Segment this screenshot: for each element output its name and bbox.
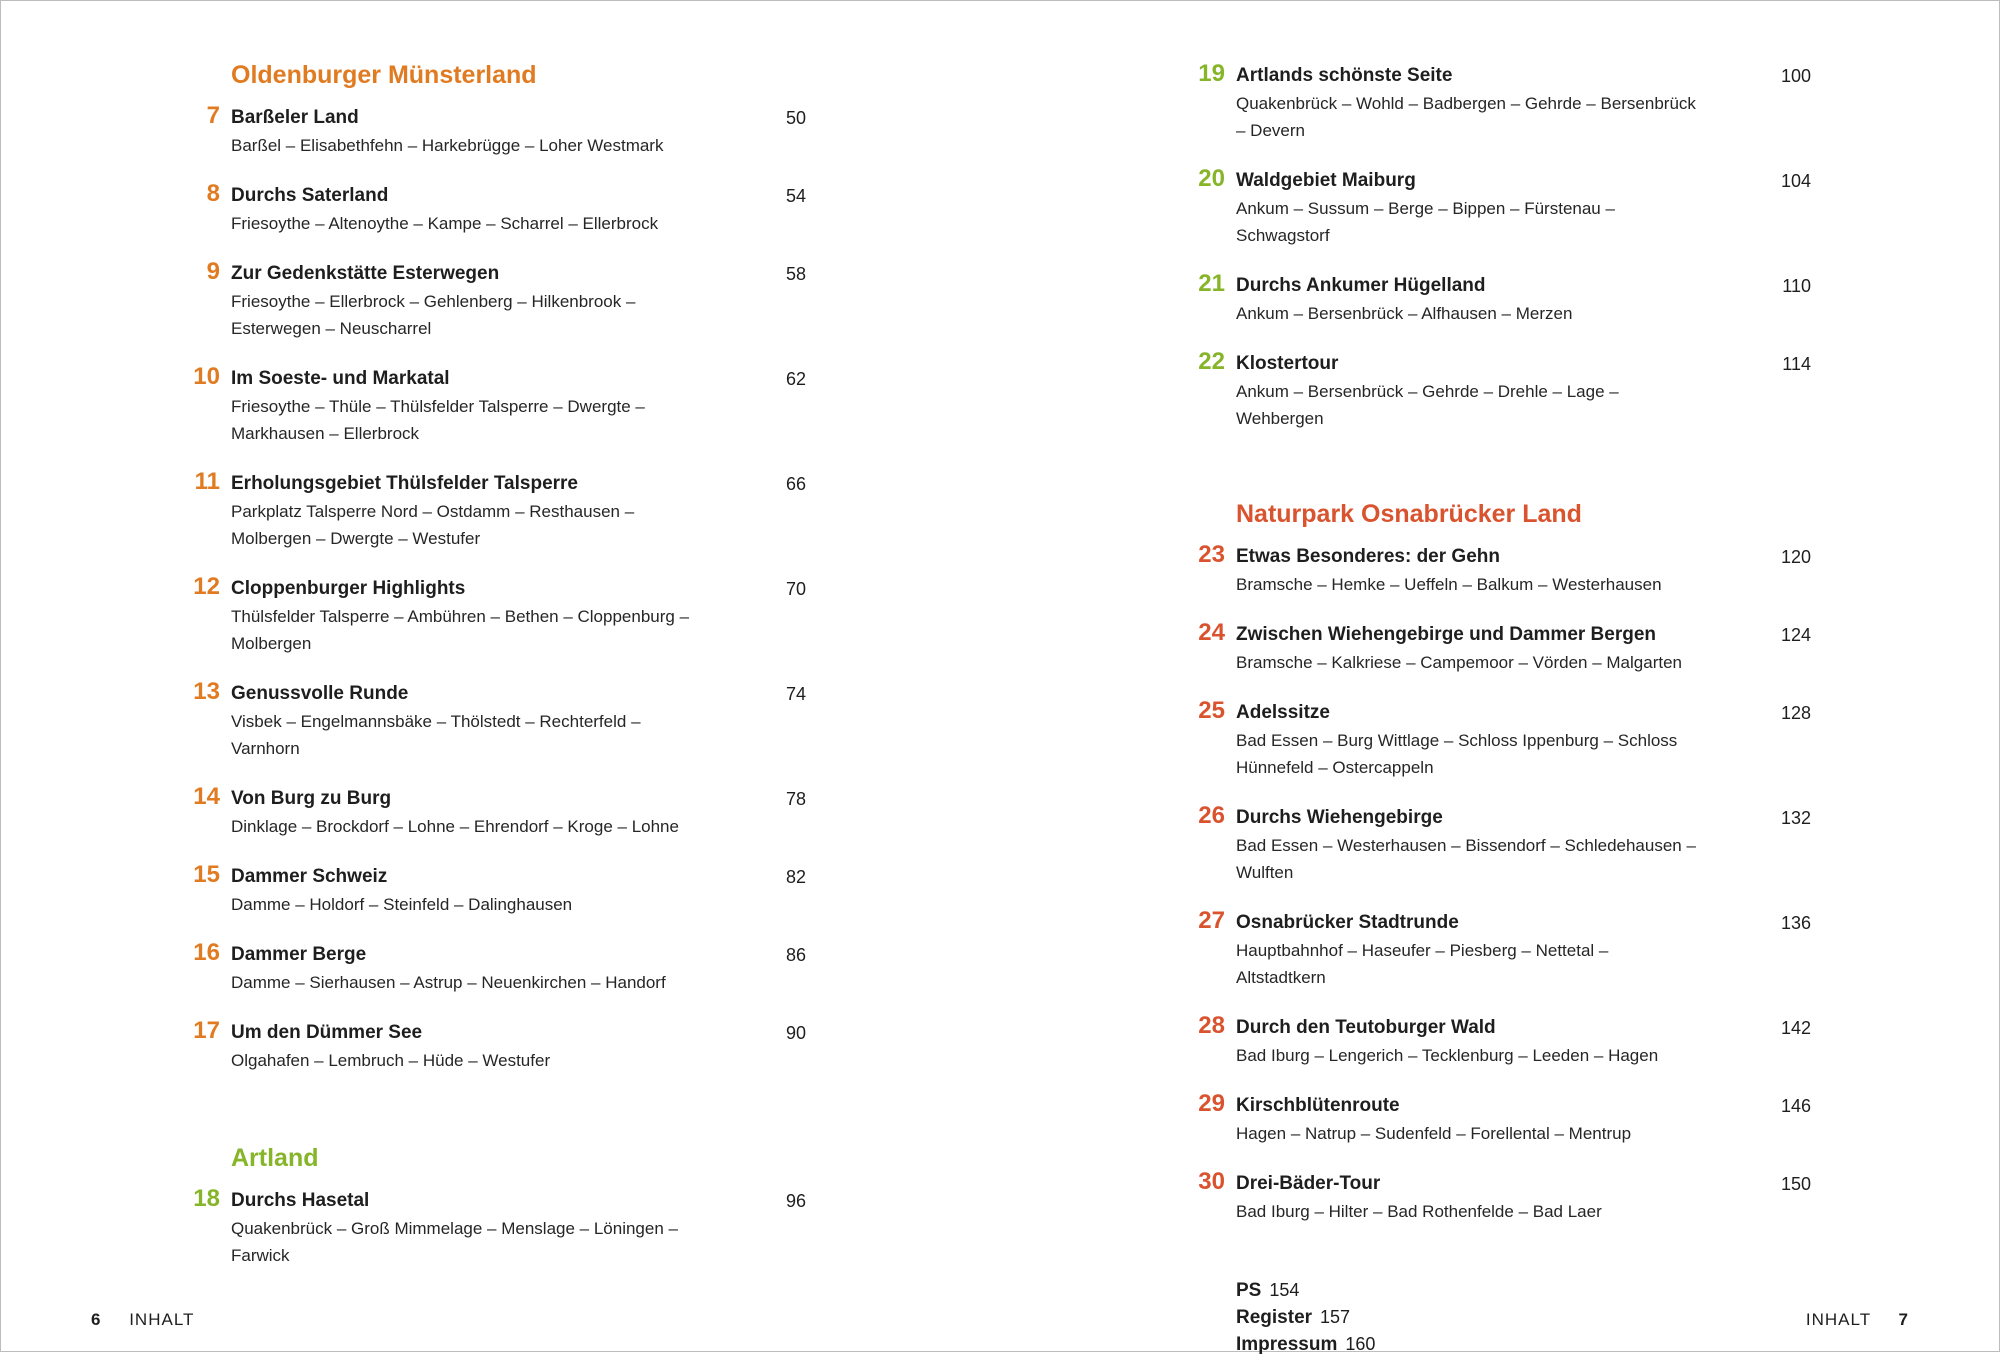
entry-title: Etwas Besonderes: der Gehn (1236, 546, 1500, 567)
entry-title: Adelssitze (1236, 702, 1330, 723)
entries-naturpark (1191, 543, 1811, 1225)
entry-title: Von Burg zu Burg (231, 788, 392, 809)
entry-number: 26 (1198, 802, 1225, 829)
toc-entry (1191, 543, 1811, 598)
entry-number: 16 (193, 939, 220, 966)
entry-number: 27 (1198, 907, 1225, 934)
entry-number: 18 (193, 1185, 220, 1212)
entry-title: Klostertour (1236, 353, 1339, 374)
entries-artland (186, 1187, 806, 1269)
entry-title: Drei-Bäder-Tour (1236, 1173, 1381, 1194)
toc-entry (186, 941, 806, 996)
toc-entry (1191, 62, 1811, 144)
entry-title: Durchs Saterland (231, 185, 389, 206)
entry-page-number: 96 (785, 1191, 806, 1211)
entry-number: 11 (194, 468, 220, 495)
toc-entry (1191, 350, 1811, 432)
toc-entry (1191, 804, 1811, 886)
entry-number: 29 (1198, 1090, 1225, 1117)
entry-title: Erholungsgebiet Thülsfelder Talsperre (231, 473, 578, 494)
page-number-left: 6 (91, 1310, 102, 1329)
entry-number: 17 (193, 1017, 220, 1044)
footer-label-left: INHALT (129, 1310, 195, 1329)
toc-entry (1191, 167, 1811, 249)
entry-number: 21 (1198, 270, 1225, 297)
entry-number: 20 (1198, 165, 1225, 192)
entry-route: Ankum – Bersenbrück – Alfhausen – Merzen (1236, 304, 1573, 323)
entry-number: 8 (206, 180, 220, 207)
entry-number: 15 (193, 861, 220, 888)
entry-route: Bad Iburg – Lengerich – Tecklenburg – Leeden – Hagen (1236, 1046, 1659, 1065)
entry-route: Friesoythe – Altenoythe – Kampe – Scharrel – Ellerbrock (231, 214, 659, 233)
entry-number: 19 (1198, 60, 1225, 87)
toc-entry (186, 575, 806, 657)
left-column (186, 58, 806, 1292)
entry-route: Damme – Sierhausen – Astrup – Neuenkirchen – Handorf (231, 973, 666, 992)
entry-page-number: 110 (1782, 276, 1811, 296)
toc-entry (186, 680, 806, 762)
toc-entry (186, 1019, 806, 1074)
backmatter-page: 154 (1269, 1280, 1300, 1300)
entry-title: Zur Gedenkstätte Esterwegen (231, 263, 500, 284)
entry-number: 30 (1198, 1168, 1225, 1195)
toc-entry (186, 104, 806, 159)
entry-route: Parkplatz Talsperre Nord – Ostdamm – Resthausen – Molbergen – Dwergte – Westufer (231, 502, 635, 548)
entry-route: Barßel – Elisabethfehn – Harkebrügge – Loher Westmark (231, 136, 664, 155)
entry-title: Dammer Schweiz (231, 866, 388, 887)
toc-entry (186, 365, 806, 447)
entry-title: Cloppenburger Highlights (231, 578, 466, 599)
entry-number: 12 (193, 573, 220, 600)
entry-title: Durch den Teutoburger Wald (1236, 1017, 1496, 1038)
entry-title: Dammer Berge (231, 944, 367, 965)
entry-title: Barßeler Land (231, 107, 359, 128)
toc-entry (1191, 1170, 1811, 1225)
entry-route: Quakenbrück – Groß Mimmelage – Menslage – Löningen – Farwick (231, 1219, 678, 1265)
entry-number: 7 (206, 102, 220, 129)
entry-title: Waldgebiet Maiburg (1236, 170, 1416, 191)
right-column (1191, 62, 1811, 1358)
entry-number: 22 (1198, 348, 1225, 375)
toc-entry (1191, 1014, 1811, 1069)
entry-title: Durchs Ankumer Hügelland (1236, 275, 1486, 296)
toc-entry (1191, 699, 1811, 781)
entry-page-number: 62 (785, 369, 806, 389)
section-title-oldenburger: Oldenburger Münsterland (231, 61, 537, 89)
backmatter-label: Impressum (1236, 1334, 1338, 1355)
toc-entry (1191, 909, 1811, 991)
toc-entry (1191, 1092, 1811, 1147)
entry-number: 28 (1198, 1012, 1225, 1039)
entry-page-number: 54 (785, 186, 806, 206)
entry-page-number: 136 (1780, 913, 1811, 933)
entry-page-number: 104 (1780, 171, 1811, 191)
entries-oldenburger (186, 104, 806, 1074)
entry-page-number: 74 (785, 684, 806, 704)
entries-artland-continued (1191, 62, 1811, 432)
entry-page-number: 128 (1780, 703, 1811, 723)
entry-route: Dinklage – Brockdorf – Lohne – Ehrendorf – Kroge – Lohne (231, 817, 679, 836)
backmatter-label: Register (1236, 1307, 1313, 1328)
entry-page-number: 86 (785, 945, 806, 965)
entry-number: 24 (1198, 619, 1225, 646)
entry-route: Visbek – Engelmannsbäke – Thölstedt – Rechterfeld – Varnhorn (231, 712, 641, 758)
entry-number: 25 (1198, 697, 1225, 724)
entry-page-number: 70 (785, 579, 806, 599)
entry-title: Um den Dümmer See (231, 1022, 423, 1043)
entry-route: Damme – Holdorf – Steinfeld – Dalinghausen (231, 895, 573, 914)
footer-left (91, 1310, 194, 1330)
entry-page-number: 120 (1780, 547, 1811, 567)
entry-page-number: 114 (1782, 354, 1811, 374)
entry-route: Bad Essen – Westerhausen – Bissendorf – Schledehausen – Wulften (1236, 836, 1696, 882)
entry-route: Friesoythe – Thüle – Thülsfelder Talsperre – Dwergte – Markhausen – Ellerbrock (231, 397, 645, 443)
page-number-right: 7 (1898, 1310, 1909, 1329)
entry-title: Im Soeste- und Markatal (231, 368, 450, 389)
entry-number: 9 (206, 258, 220, 285)
entry-number: 23 (1198, 541, 1225, 568)
backmatter-label: PS (1236, 1280, 1262, 1301)
footer-label-right: INHALT (1805, 1310, 1871, 1329)
entry-route: Bramsche – Kalkriese – Campemoor – Vörden – Malgarten (1236, 653, 1682, 672)
entry-title: Genussvolle Runde (231, 683, 409, 704)
entry-number: 10 (193, 363, 220, 390)
entry-route: Hauptbahnhof – Haseufer – Piesberg – Nettetal – Altstadtkern (1236, 941, 1609, 987)
entry-route: Quakenbrück – Wohld – Badbergen – Gehrde – Bersenbrück – Devern (1236, 94, 1696, 140)
entry-page-number: 100 (1780, 66, 1811, 86)
backmatter-item (1236, 1304, 1811, 1331)
entry-title: Artlands schönste Seite (1236, 65, 1453, 86)
toc-entry (186, 470, 806, 552)
entry-page-number: 124 (1780, 625, 1811, 645)
toc-entry (186, 785, 806, 840)
entry-title: Kirschblütenroute (1236, 1095, 1400, 1116)
section-title-artland: Artland (231, 1144, 319, 1172)
toc-entry (1191, 621, 1811, 676)
toc-entry (186, 260, 806, 342)
entry-route: Olgahafen – Lembruch – Hüde – Westufer (231, 1051, 551, 1070)
backmatter (1236, 1277, 1811, 1358)
section-title-naturpark: Naturpark Osnabrücker Land (1236, 500, 1582, 528)
entry-title: Osnabrücker Stadtrunde (1236, 912, 1459, 933)
entry-route: Ankum – Bersenbrück – Gehrde – Drehle – Lage – Wehbergen (1236, 382, 1619, 428)
backmatter-page: 160 (1345, 1334, 1376, 1354)
entry-page-number: 90 (785, 1023, 806, 1043)
entry-page-number: 50 (785, 108, 806, 128)
entry-page-number: 132 (1780, 808, 1811, 828)
entry-title: Durchs Hasetal (231, 1190, 370, 1211)
backmatter-page: 157 (1320, 1307, 1351, 1327)
entry-route: Bramsche – Hemke – Ueffeln – Balkum – Westerhausen (1236, 575, 1662, 594)
entry-route: Bad Essen – Burg Wittlage – Schloss Ippenburg – Schloss Hünnefeld – Ostercappeln (1236, 731, 1678, 777)
entry-page-number: 66 (785, 474, 806, 494)
entry-page-number: 82 (785, 867, 806, 887)
entry-route: Friesoythe – Ellerbrock – Gehlenberg – Hilkenbrook – Esterwegen – Neuscharrel (231, 292, 636, 338)
toc-entry (186, 1187, 806, 1269)
entry-page-number: 142 (1780, 1018, 1811, 1038)
entry-title: Durchs Wiehengebirge (1236, 807, 1443, 828)
backmatter-item (1236, 1331, 1811, 1358)
entry-page-number: 78 (785, 789, 806, 809)
entry-page-number: 146 (1780, 1096, 1811, 1116)
footer-right (1806, 1310, 1909, 1330)
entry-number: 14 (193, 783, 220, 810)
backmatter-item (1236, 1277, 1811, 1304)
entry-title: Zwischen Wiehengebirge und Dammer Bergen (1236, 624, 1657, 645)
entry-page-number: 58 (785, 264, 806, 284)
entry-route: Bad Iburg – Hilter – Bad Rothenfelde – Bad Laer (1236, 1202, 1602, 1221)
entry-page-number: 150 (1780, 1174, 1811, 1194)
toc-entry (186, 863, 806, 918)
entry-number: 13 (193, 678, 220, 705)
entry-route: Thülsfelder Talsperre – Ambühren – Bethen – Cloppenburg – Molbergen (231, 607, 690, 653)
entry-route: Hagen – Natrup – Sudenfeld – Forellental – Mentrup (1236, 1124, 1632, 1143)
entry-route: Ankum – Sussum – Berge – Bippen – Fürstenau – Schwagstorf (1236, 199, 1615, 245)
toc-entry (186, 182, 806, 237)
toc-entry (1191, 272, 1811, 327)
